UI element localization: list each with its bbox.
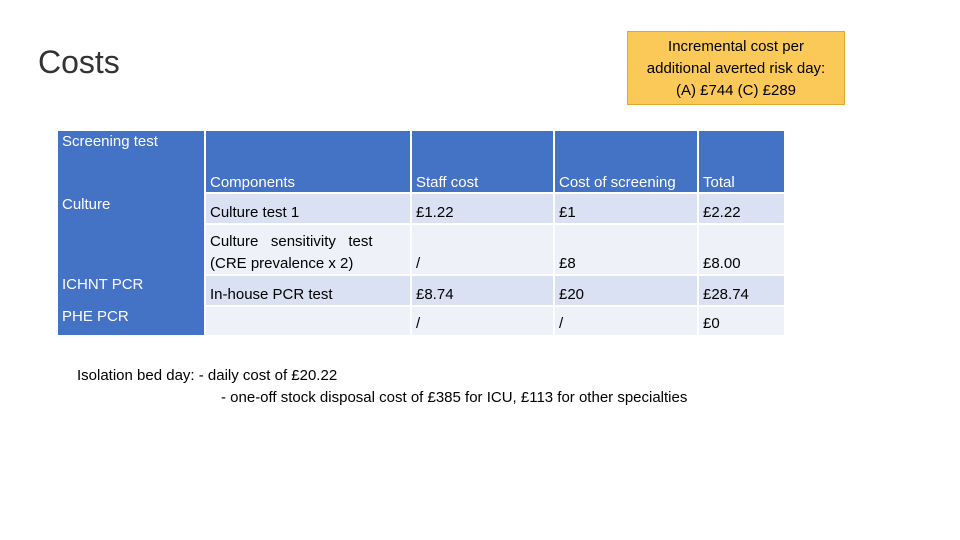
row-label-ichnt-pcr: ICHNT PCR — [62, 276, 144, 293]
cell-component-line-1: Culture sensitivity test — [210, 233, 373, 250]
isolation-note-line-1: Isolation bed day: - daily cost of £20.22 — [77, 367, 338, 384]
row-label-culture: Culture — [62, 196, 111, 213]
cell-total: £8.00 — [703, 255, 741, 272]
column-divider — [410, 194, 412, 335]
callout-line-1: Incremental cost per — [668, 38, 804, 55]
header-divider — [697, 131, 699, 192]
header-staff-cost: Staff cost — [416, 174, 479, 191]
cell-total: £0 — [703, 315, 720, 332]
callout-line-3: (A) £744 (C) £289 — [675, 82, 797, 99]
header-divider — [410, 131, 412, 192]
header-divider — [553, 131, 555, 192]
cell-staff-cost: £8.74 — [416, 286, 454, 303]
callout-line-2: additional averted risk day: — [646, 60, 826, 77]
header-components: Components — [210, 174, 296, 191]
cell-screening-cost: £8 — [559, 255, 576, 272]
isolation-note-line-2: - one-off stock disposal cost of £385 for ICU, £113 for other specialties — [221, 389, 688, 406]
column-divider — [697, 194, 699, 335]
row-label-phe-pcr: PHE PCR — [62, 308, 129, 325]
column-divider — [553, 194, 555, 335]
page-title: Costs — [38, 44, 120, 80]
cell-component: Culture test 1 — [210, 204, 300, 221]
header-cost-of-screening: Cost of screening — [559, 174, 676, 191]
cell-component: In-house PCR test — [210, 286, 333, 303]
cell-total: £2.22 — [703, 204, 741, 221]
cell-screening-cost: £1 — [559, 204, 576, 221]
screening-test-column — [58, 131, 204, 335]
cell-staff-cost: / — [416, 315, 421, 332]
cell-screening-cost: / — [559, 315, 564, 332]
cell-staff-cost: £1.22 — [416, 204, 454, 221]
incremental-cost-callout — [627, 31, 845, 105]
cell-screening-cost: £20 — [559, 286, 585, 303]
cell-component-line-2: (CRE prevalence x 2) — [210, 255, 354, 272]
cell-total: £28.74 — [703, 286, 749, 303]
header-total: Total — [703, 174, 735, 191]
cell-staff-cost: / — [416, 255, 421, 272]
screening-test-header: Screening test — [62, 133, 158, 150]
